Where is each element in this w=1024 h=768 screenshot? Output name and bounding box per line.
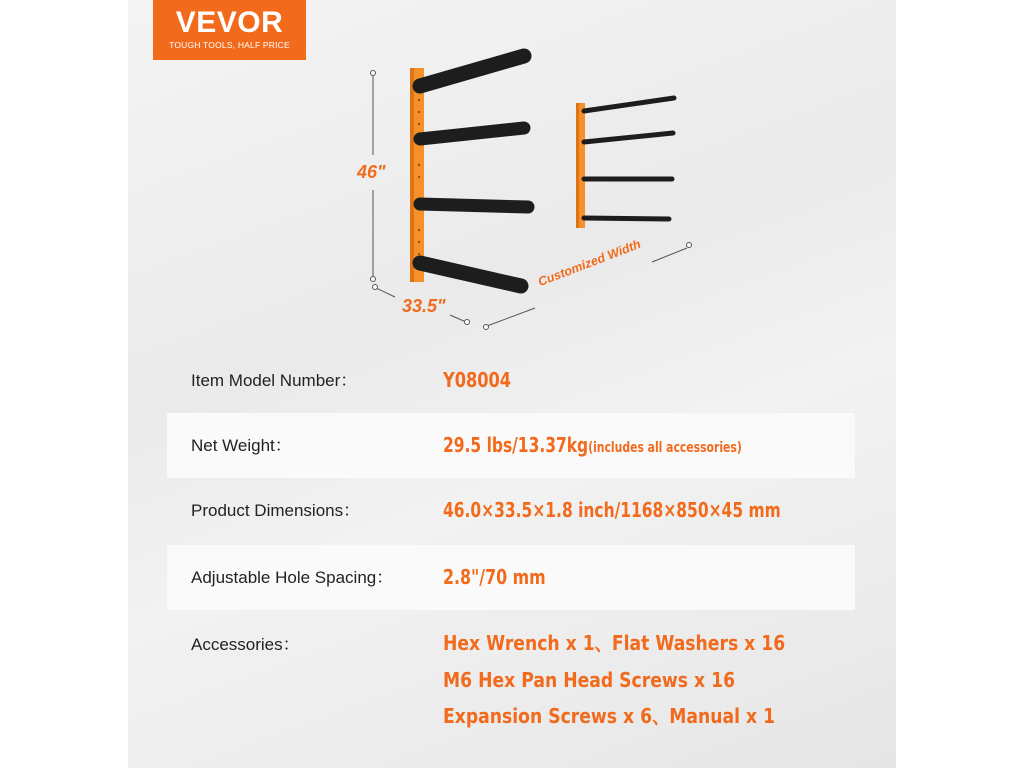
spec-row-hole-spacing [167, 545, 855, 610]
height-label: 46" [357, 162, 386, 182]
accessory-line: Expansion Screws x 6、Manual x 1 [443, 704, 776, 728]
spec-value [443, 413, 742, 478]
small-rack [576, 98, 674, 228]
accessory-line: M6 Hex Pan Head Screws x 16 [443, 667, 736, 692]
spec-label: Net Weight： [191, 436, 292, 455]
brand-tagline: TOUGH TOOLS, HALF PRICE [169, 40, 290, 50]
brand-name: VEVOR [175, 6, 284, 39]
spec-label: Accessories： [191, 635, 300, 654]
spec-row-weight [167, 413, 855, 478]
spec-label: Adjustable Hole Spacing： [191, 568, 394, 587]
spec-value-note: (includes all accessories) [588, 440, 742, 456]
spec-row-dimensions [167, 478, 855, 543]
spec-value-main: 29.5 lbs/13.37kg [443, 433, 589, 457]
large-rack [410, 56, 528, 286]
spec-value: 2.8"/70 mm [443, 565, 546, 589]
accessory-line: Hex Wrench x 1、Flat Washers x 16 [443, 631, 786, 655]
width-label: Customized Width [536, 236, 643, 290]
spec-value: 46.0×33.5×1.8 inch/1168×850×45 mm [443, 498, 781, 522]
spec-row-model [167, 348, 855, 413]
spec-label: Product Dimensions： [191, 501, 361, 520]
depth-label: 33.5" [402, 296, 446, 316]
spec-label: Item Model Number： [191, 371, 358, 390]
spec-value: Y08004 [443, 368, 512, 392]
accessories-list [443, 625, 841, 735]
